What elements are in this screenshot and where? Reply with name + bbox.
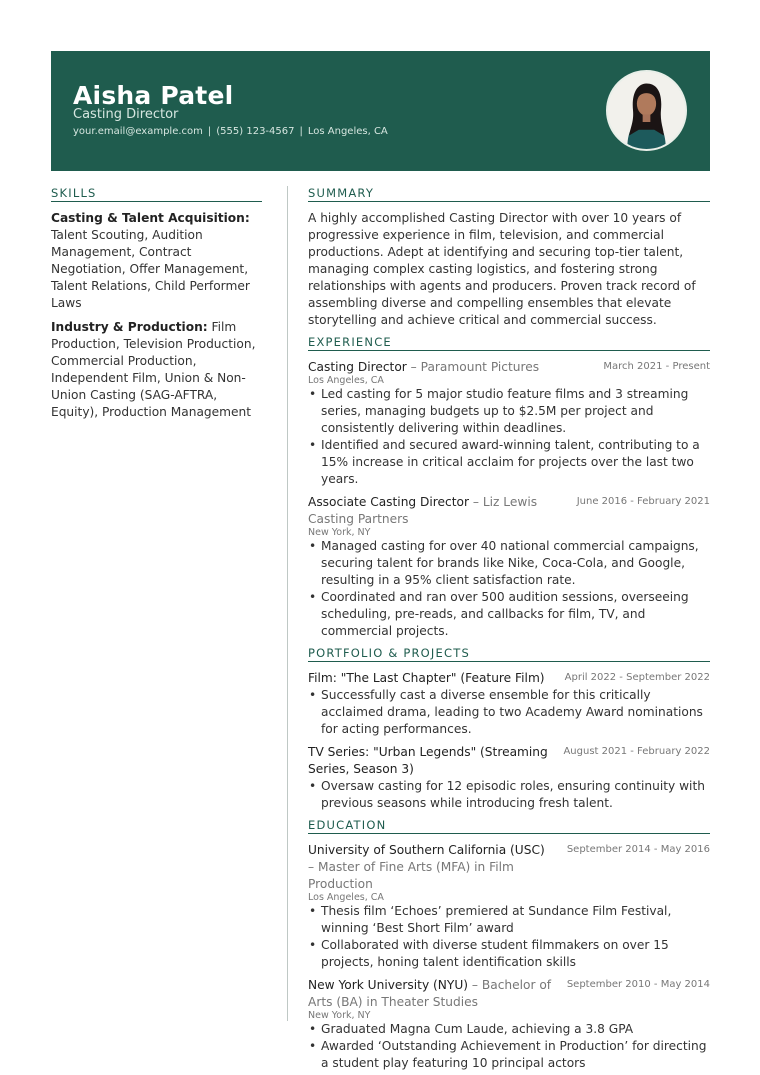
entry-location: New York, NY	[308, 1010, 371, 1021]
bullet-item: • Collaborated with diverse student filmmakers on over 15 projects, honing talent identification skills	[308, 937, 710, 971]
entry-title	[308, 359, 539, 376]
bullet-item: • Identified and secured award-winning talent, contributing to a 15% increase in critical acclaim for projects over the last two years.	[308, 437, 710, 488]
bullet-item: • Managed casting for over 40 national commercial campaigns, securing talent for brands like Nike, Coca-Cola, and Google, resulting in a 95% client satisfaction rate.	[308, 538, 710, 589]
education-entry	[308, 842, 710, 971]
candidate-role: Casting Director	[73, 107, 179, 122]
portfolio-entry	[308, 744, 710, 812]
contact-separator: |	[207, 126, 212, 137]
bullet-list	[308, 778, 710, 812]
summary-section	[308, 186, 710, 329]
job-title: Casting Director	[308, 360, 407, 374]
column-divider	[287, 186, 288, 1021]
school-name: University of Southern California (USC)	[308, 843, 545, 857]
entry-date: June 2016 - February 2021	[576, 496, 710, 507]
right-column	[308, 186, 710, 1075]
experience-section	[308, 335, 710, 640]
resume-header	[51, 51, 710, 171]
summary-heading: SUMMARY	[308, 186, 710, 202]
skill-group-label: Casting & Talent Acquisition:	[51, 211, 250, 225]
entry-location: Los Angeles, CA	[308, 375, 384, 386]
entry-location: Los Angeles, CA	[308, 892, 384, 903]
education-heading: EDUCATION	[308, 818, 710, 834]
bullet-list	[308, 903, 710, 971]
bullet-item: • Led casting for 5 major studio feature films and 3 streaming series, managing budgets up to $2.5M per project and consistently delivering within deadlines.	[308, 386, 710, 437]
entry-date: March 2021 - Present	[603, 361, 710, 372]
project-name: Film: "The Last Chapter" (Feature Film)	[308, 671, 545, 685]
skills-heading: SKILLS	[51, 186, 262, 202]
portfolio-heading: PORTFOLIO & PROJECTS	[308, 646, 710, 662]
entry-title	[308, 494, 553, 528]
bullet-item: • Awarded ‘Outstanding Achievement in Production’ for directing a student play featuring 10 principal actors	[308, 1038, 710, 1072]
experience-entry	[308, 359, 710, 488]
entry-title	[308, 842, 553, 893]
education-entry	[308, 977, 710, 1072]
summary-text: A highly accomplished Casting Director with over 10 years of progressive experience in film, television, and commercial productions. Adept at identifying and securing top-tier talent, managing complex casting logistics, and fostering strong relationships with agents and producers. Proven track record of assembling diverse and compelling ensembles that elevate storytelling and achieve critical and commercial success.	[308, 211, 696, 327]
bullet-list	[308, 386, 710, 488]
skill-group-label: Industry & Production:	[51, 320, 208, 334]
bullet-item: • Successfully cast a diverse ensemble for this critically acclaimed drama, leading to two Academy Award nominations for acting performances.	[308, 687, 710, 738]
bullet-list	[308, 1021, 710, 1072]
bullet-item: • Thesis film ‘Echoes’ premiered at Sundance Film Festival, winning ‘Best Short Film’ award	[308, 903, 710, 937]
employer: – Liz Lewis Casting Partners	[308, 495, 538, 526]
experience-heading: EXPERIENCE	[308, 335, 710, 351]
entry-title	[308, 977, 553, 1011]
bullet-list	[308, 538, 710, 640]
contact-phone: (555) 123-4567	[216, 126, 295, 137]
contact-location: Los Angeles, CA	[307, 126, 388, 137]
bullet-item: • Oversaw casting for 12 episodic roles, ensuring continuity with previous seasons while introducing fresh talent.	[308, 778, 710, 812]
portfolio-section	[308, 646, 710, 812]
entry-location: New York, NY	[308, 527, 371, 538]
experience-entry	[308, 494, 710, 640]
profile-photo-illustration	[608, 72, 685, 149]
skill-group-text: Film Production, Television Production, Commercial Production, Independent Film, Union & Non-Union Casting (SAG-AFTRA, Equity), Production Management	[51, 320, 256, 419]
degree: – Bachelor of Arts (BA) in Theater Studies	[308, 978, 552, 1009]
project-name: TV Series: "Urban Legends" (Streaming Series, Season 3)	[308, 745, 548, 776]
employer: – Paramount Pictures	[410, 360, 540, 374]
contact-line	[73, 126, 388, 137]
contact-email[interactable]: your.email@example.com	[73, 126, 203, 137]
left-column	[51, 186, 262, 428]
profile-photo	[606, 70, 687, 151]
skill-group-text: Talent Scouting, Audition Management, Contract Negotiation, Offer Management, Talent Relations, Child Performer Laws	[51, 228, 250, 310]
degree: – Master of Fine Arts (MFA) in Film Production	[308, 860, 514, 891]
entry-date: August 2021 - February 2022	[563, 746, 710, 757]
school-name: New York University (NYU)	[308, 978, 469, 992]
bullet-item: • Coordinated and ran over 500 audition sessions, overseeing scheduling, pre-reads, and callbacks for film, TV, and commercial projects.	[308, 589, 710, 640]
skill-group	[51, 319, 262, 421]
contact-separator: |	[299, 126, 303, 137]
entry-date: September 2014 - May 2016	[566, 844, 710, 855]
bullet-list	[308, 687, 710, 738]
portfolio-entry	[308, 670, 710, 738]
job-title: Associate Casting Director	[308, 495, 469, 509]
entry-date: April 2022 - September 2022	[564, 672, 710, 683]
bullet-item: • Graduated Magna Cum Laude, achieving a 3.8 GPA	[308, 1021, 710, 1038]
education-section	[308, 818, 710, 1072]
candidate-name: Aisha Patel	[73, 81, 234, 110]
skill-group	[51, 210, 262, 312]
entry-date: September 2010 - May 2014	[566, 979, 710, 990]
